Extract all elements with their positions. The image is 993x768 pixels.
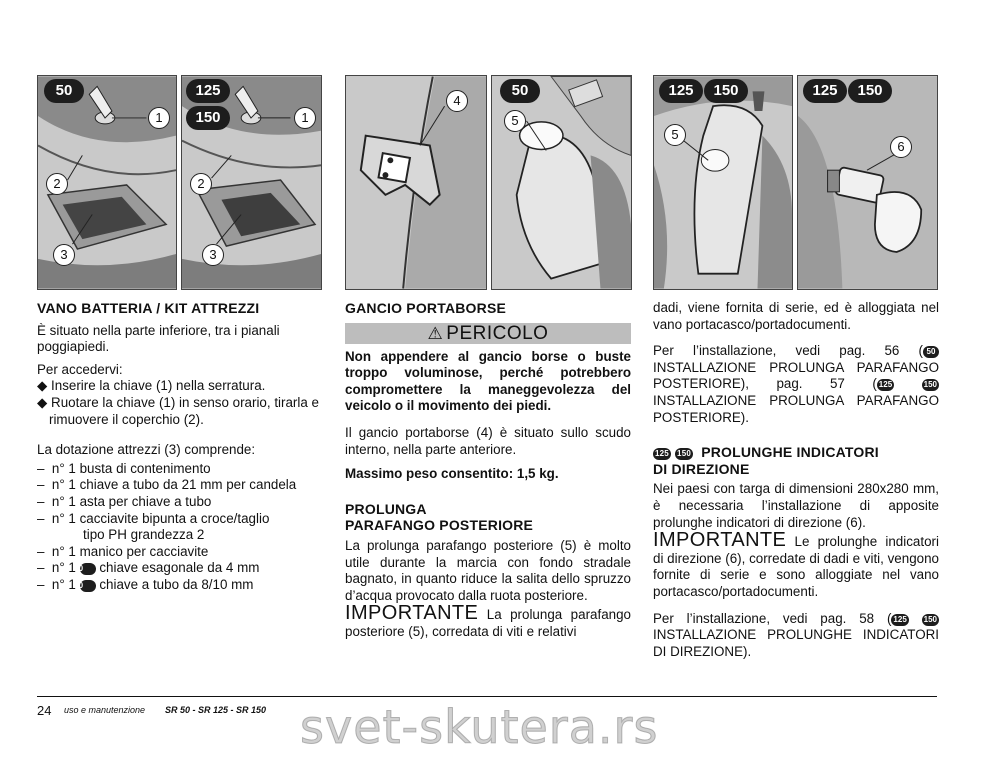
model-50-icon: 50 — [923, 346, 939, 358]
tool-item: – n° 1 busta di contenimento — [37, 460, 211, 476]
bullet-icon: ◆ — [37, 378, 52, 394]
model-badge-50: 50 — [44, 79, 84, 103]
model-badge-125: 125 — [659, 79, 703, 103]
column-install-indicators — [653, 300, 939, 660]
mudguard-text: La prolunga parafango posteriore (5) è molto utile durante la marcia con fondo stradale bagnato, in quanto riduce la salita dello spruzzo d’acqua provocato dalla ruota posteriore. — [345, 537, 631, 603]
indicator-extension-illustration — [798, 76, 937, 289]
callout-5: 5 — [664, 124, 686, 146]
tools-intro: La dotazione attrezzi (3) comprende: — [37, 442, 256, 458]
mudguard-important: IMPORTANTE La prolunga parafango posteriore (5), corredata di viti e relativi — [345, 602, 631, 639]
rear-mudguard-illustration — [654, 76, 792, 289]
model-badge-125: 125 — [186, 79, 230, 103]
callout-5: 5 — [504, 110, 526, 132]
model-badge-150: 150 — [848, 79, 892, 103]
callout-2: 2 — [46, 173, 68, 195]
figure-indicator-extension — [797, 75, 938, 290]
tool-item: – n° 1 cacciavite bipunta a croce/taglio — [37, 510, 270, 526]
tool-item-continuation: tipo PH grandezza 2 — [83, 527, 205, 543]
access-step-1: ◆ Inserire la chiave (1) nella serratura. — [37, 378, 266, 394]
watermark: svet-skutera.rs — [300, 700, 659, 754]
battery-location-text: È situato nella parte inferiore, tra i pianali poggiapiedi. — [37, 322, 280, 355]
callout-6: 6 — [890, 136, 912, 158]
hook-location-text: Il gancio portaborse (4) è situato sullo scudo interno, nella parte anteriore. — [345, 424, 631, 457]
model-125-icon: 125 — [655, 449, 669, 459]
figure-battery-compartment-125-150 — [181, 75, 322, 290]
tool-item: – n° 1 manico per cacciavite — [37, 543, 209, 559]
important-label: IMPORTANTE — [345, 602, 479, 625]
footer-divider — [37, 696, 937, 697]
tool-item: – n° 1 asta per chiave a tubo — [37, 493, 212, 509]
figure-rear-mudguard-50 — [491, 75, 632, 290]
warning-triangle-icon: ⚠ — [427, 323, 444, 343]
mudguard-continuation-text: dadi, viene fornita di serie, ed è alloggiata nel vano portacasco/portadocumenti. — [653, 300, 939, 332]
access-step-2: ◆ Ruotare la chiave (1) in senso orario, tirarla e rimuovere il coperchio (2). — [37, 394, 319, 427]
model-150-icon: 150 — [677, 449, 691, 459]
model-50-icon: 50 — [80, 563, 96, 575]
model-50-icon: 50 — [80, 580, 96, 592]
model-125-icon: 125 — [893, 614, 907, 624]
model-badge-150: 150 — [186, 106, 230, 130]
page-number: 24 — [37, 703, 52, 718]
mudguard-install-reference: Per l’installazione, vedi pag. 56 ( 50 INSTALLAZIONE PROLUNGA PARAFANGO POSTERIORE), pag. 57 ( 125 150 INSTALLAZIONE PROLUNGA PARAFANGO POSTERIORE). — [653, 343, 939, 425]
figure-battery-compartment-50 — [37, 75, 177, 290]
callout-3: 3 — [53, 244, 75, 266]
section-heading-indicators: 125 150 PROLUNGHE INDICATORI DI DIREZIONE — [653, 444, 879, 477]
figure-bag-hook — [345, 75, 487, 290]
danger-banner — [345, 323, 631, 344]
column-battery-tools — [37, 300, 323, 594]
indicators-important: IMPORTANTE Le prolunghe indicatori di direzione (6), corredate di dadi e viti, vengono fornite di serie e sono alloggiate nel vano portacasco/portadocumenti. — [653, 529, 939, 599]
callout-2: 2 — [190, 173, 212, 195]
manual-title: uso e manutenzione — [64, 705, 146, 715]
tool-item: – n° 1 50 chiave esagonale da 4 mm — [37, 560, 260, 576]
figure-rear-mudguard-125-150 — [653, 75, 793, 290]
callout-1: 1 — [148, 107, 170, 129]
danger-text: Non appendere al gancio borse o buste troppo voluminose, perché potrebbero compromettere la maneggevolezza del veicolo o il movimento dei piedi. — [345, 348, 631, 414]
model-150-icon: 150 — [923, 380, 937, 390]
model-150-icon: 150 — [923, 614, 937, 624]
callout-1: 1 — [294, 107, 316, 129]
danger-title: PERICOLO — [446, 322, 549, 344]
callout-3: 3 — [202, 244, 224, 266]
model-125-icon: 125 — [878, 380, 893, 390]
column-bag-hook-mudguard — [345, 300, 631, 641]
tool-item: – n° 1 chiave a tubo da 21 mm per candela — [37, 477, 297, 493]
section-heading-mudguard: PROLUNGA PARAFANGO POSTERIORE — [345, 500, 534, 534]
plate-size-text: Nei paesi con targa di dimensioni 280x280 mm, è necessaria l’installazione di apposite prolunghe indicatori di direzione (6). — [653, 481, 939, 530]
model-badge-125: 125 — [803, 79, 847, 103]
indicators-install-reference: Per l’installazione, vedi pag. 58 ( 125 150 INSTALLAZIONE PROLUNGHE INDICATORI DI DIREZIONE). — [653, 610, 939, 659]
model-badge-50: 50 — [500, 79, 540, 103]
important-label: IMPORTANTE — [653, 529, 787, 552]
bullet-icon: ◆ — [37, 394, 52, 410]
section-heading-bag-hook: GANCIO PORTABORSE — [345, 300, 507, 316]
tool-item: – n° 1 50 chiave a tubo da 8/10 mm — [37, 576, 254, 592]
rear-mudguard-illustration — [492, 76, 631, 289]
model-badge-150: 150 — [704, 79, 748, 103]
section-heading-battery: VANO BATTERIA / KIT ATTREZZI — [37, 300, 260, 316]
access-label: Per accedervi: — [37, 361, 123, 377]
max-weight-text: Massimo peso consentito: 1,5 kg. — [345, 466, 559, 482]
callout-4: 4 — [446, 90, 468, 112]
model-range: SR 50 - SR 125 - SR 150 — [165, 705, 267, 715]
